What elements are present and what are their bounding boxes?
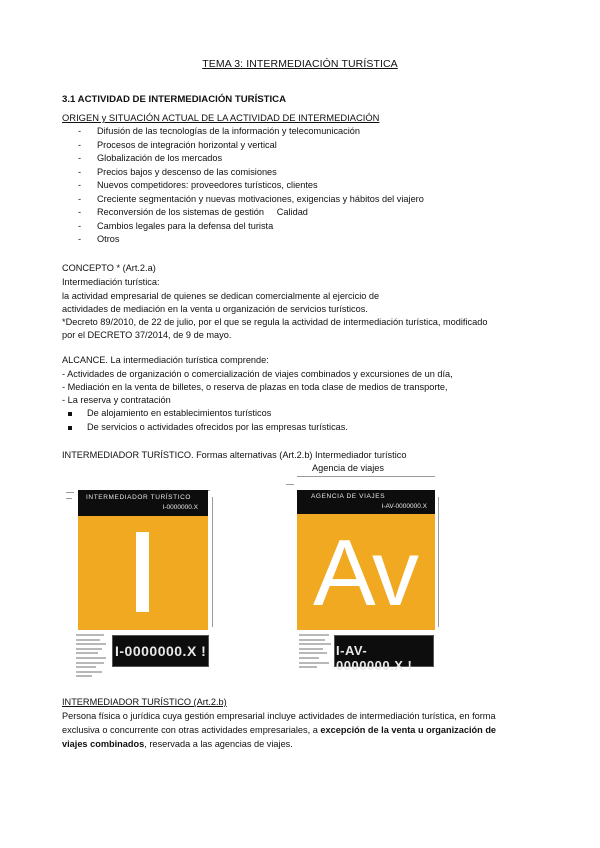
origen-heading: ORIGEN y SITUACIÓN ACTUAL DE LA ACTIVIDAD DE INTERMEDIACIÓN	[62, 112, 380, 123]
sign-letter-i	[136, 532, 149, 612]
concepto-line: por el DECRETO 37/2014, de 9 de mayo.	[62, 330, 232, 340]
alcance-line: - La reserva y contratación	[62, 395, 171, 405]
concepto-line: Intermediación turística:	[62, 277, 160, 287]
concepto-heading: CONCEPTO * (Art.2.a)	[62, 263, 156, 273]
art2b-line: exclusiva o concurrente con otras actividades empresariales, a excepción de la venta u organización de	[62, 725, 497, 735]
list-item: - Globalización de los mercados	[78, 153, 223, 163]
document-title: TEMA 3: INTERMEDIACIÓN TURÍSTICA	[202, 58, 398, 70]
origen-list	[78, 125, 424, 247]
list-item: - Procesos de integración horizontal y vertical	[78, 139, 277, 150]
concepto-line: la actividad empresarial de quienes se dedican comercialmente al ejercicio de	[62, 291, 380, 301]
sign-plate-code: I-AV-0000000.X !	[336, 643, 413, 673]
list-item: - Cambios legales para la defensa del turista	[78, 220, 274, 231]
list-item: - Difusión de las tecnologías de la información y telecomunicación	[78, 126, 361, 136]
alcance-line: - Mediación en la venta de billetes, o reserva de plazas en toda clase de medios de transporte,	[62, 382, 448, 392]
sign-orange-panel	[78, 516, 208, 630]
sign-spec-notes	[299, 634, 335, 671]
sign-letters-av: Av	[313, 520, 417, 625]
list-item: - Otros	[78, 234, 120, 244]
list-item: - Reconversión de los sistemas de gestión Calidad	[78, 207, 308, 217]
sign-header-label: INTERMEDIADOR TURÍSTICO	[86, 494, 192, 501]
art2b-line: viajes combinados, reservada a las agencias de viajes.	[62, 739, 293, 749]
alcance-list	[68, 407, 348, 434]
alcance-heading: ALCANCE. La intermediación turística comprende:	[62, 355, 269, 365]
list-item: - Nuevos competidores: proveedores turísticos, clientes	[78, 180, 318, 190]
list-item: De alojamiento en establecimientos turísticos	[68, 407, 348, 421]
concepto-line: *Decreto 89/2010, de 22 de julio, por el que se regula la actividad de intermediación turística, modificado	[62, 317, 488, 327]
sign-header-bar	[78, 490, 208, 516]
sign-plate	[112, 635, 209, 667]
sign-header-code: I-0000000.X	[162, 504, 198, 511]
agencia-caption: Agencia de viajes	[312, 463, 385, 473]
sign-plate	[334, 635, 434, 673]
sign-header-bar	[297, 490, 435, 514]
alcance-line: - Actividades de organización o comercialización de viajes combinados y excursiones de un día,	[62, 369, 453, 379]
art2b-line: Persona física o jurídica cuya gestión empresarial incluye actividades de intermediación turística, en forma	[62, 711, 496, 721]
list-item: - Precios bajos y descenso de las comisiones	[78, 166, 277, 177]
sign-orange-panel	[297, 514, 435, 630]
formas-heading: INTERMEDIADOR TURÍSTICO. Formas alternativas (Art.2.b) Intermediador turístico	[62, 450, 407, 460]
concepto-line: actividades de mediación en la venta u organización de servicios turísticos.	[62, 304, 368, 314]
sign-plate-code: I-0000000.X !	[115, 643, 207, 659]
sign-header-code: I-AV-0000000.X	[381, 503, 427, 510]
section-heading: 3.1 ACTIVIDAD DE INTERMEDIACIÓN TURÍSTICA	[62, 94, 287, 105]
art2b-heading: INTERMEDIADOR TURÍSTICO (Art.2.b)	[62, 697, 227, 707]
sign-spec-notes	[76, 634, 110, 680]
sign-header-label: AGENCIA DE VIAJES	[311, 493, 386, 500]
list-item: - Creciente segmentación y nuevas motivaciones, exigencias y hábitos del viajero	[78, 193, 424, 204]
list-item: De servicios o actividades ofrecidos por las empresas turísticas.	[68, 421, 348, 435]
